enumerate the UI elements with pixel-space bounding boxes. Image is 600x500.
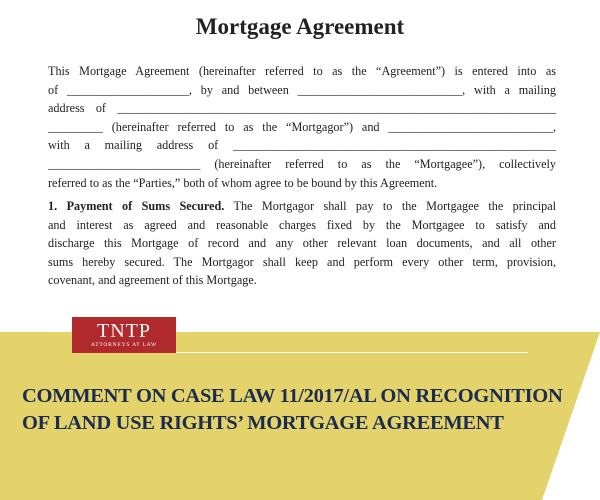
intro-paragraph: [48, 62, 556, 192]
intro-line: This Mortgage Agreement (hereinafter referred to as the “Agreement”) is entered into as: [48, 64, 556, 78]
section-1-paragraph: [48, 197, 556, 290]
banner-divider-line: [176, 352, 528, 353]
section-1-line: and interest as agreed and reasonable charges fixed by the Mortgagee to satisfy and: [48, 217, 556, 232]
tntp-logo: [72, 317, 176, 353]
section-1-line: The Mortgagor shall pay to the Mortgagee the principal: [233, 199, 556, 213]
intro-line: with a mailing address of _____________________________________________________: [48, 138, 556, 153]
logo-subtext: ATTORNEYS AT LAW: [91, 342, 157, 348]
section-1-line: covenant, and agreement of this Mortgage.: [48, 273, 257, 288]
intro-line: of ____________________, by and between ___________________________, with a mailing: [48, 82, 556, 97]
intro-line: _________________________ (hereinafter referred to as the “Mortgagee”), collectively: [48, 156, 556, 171]
article-headline: [22, 383, 563, 437]
logo-text: TNTP: [97, 320, 151, 342]
section-1-first-line: [48, 197, 556, 216]
intro-line: referred to as the “Parties,” both of whom agree to be bound by this Agreement.: [48, 175, 438, 190]
document-title: Mortgage Agreement: [195, 14, 405, 39]
headline-line: COMMENT ON CASE LAW 11/2017/AL ON RECOGNITION: [22, 385, 563, 407]
section-1-line: discharge this Mortgage of record and any other relevant loan documents, and all other: [48, 236, 556, 251]
intro-line: _________ (hereinafter referred to as the “Mortgagor”) and ___________________________,: [48, 119, 556, 134]
intro-line: address of ________________________________________________________________________: [48, 101, 556, 116]
section-1-line: sums hereby secured. The Mortgagor shall keep and perform every other term, provision,: [48, 254, 556, 269]
headline-line: OF LAND USE RIGHTS’ MORTGAGE AGREEMENT: [22, 412, 504, 434]
section-1-heading: 1. Payment of Sums Secured.: [48, 199, 225, 213]
